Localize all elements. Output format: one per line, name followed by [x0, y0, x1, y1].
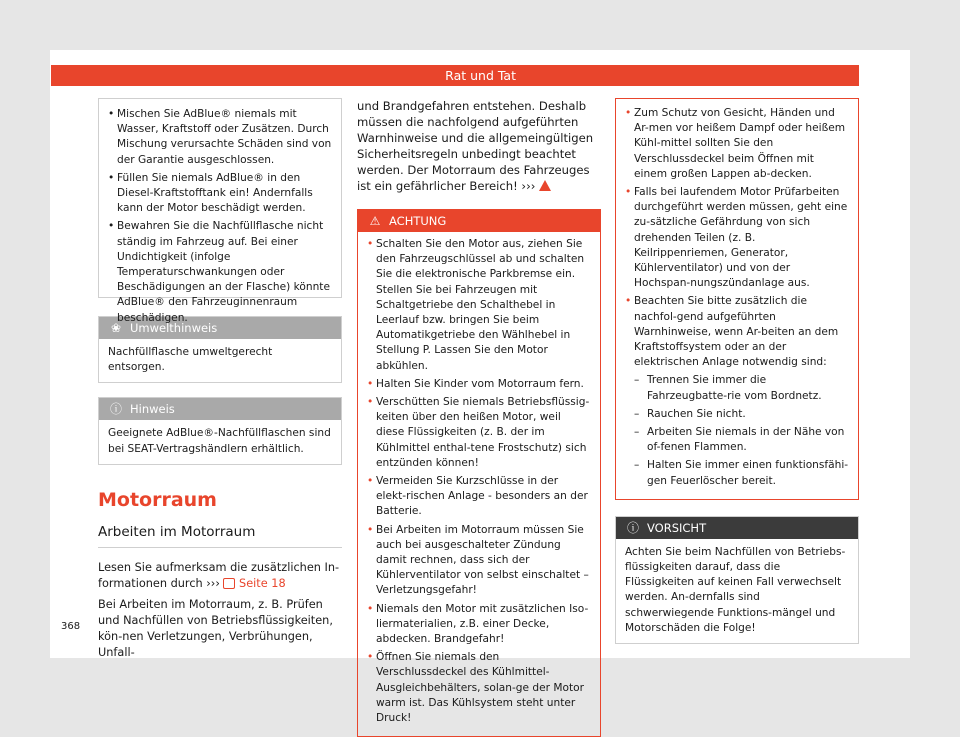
list-item: • Bei Arbeiten im Motorraum müssen Sie auch bei ausgeschalteter Zündung damit rechnen, dass sich der Kühlerventilator von selbst einschaltet – Verletzungsgefahr! — [367, 523, 591, 599]
leaf-icon: ❀ — [110, 321, 122, 335]
sub-list-item: – Trennen Sie immer die Fahrzeugbatte-rie vom Bordnetz. — [625, 373, 849, 403]
achtung-header — [358, 210, 600, 232]
vorsicht-text: Achten Sie beim Nachfüllen von Betriebs-flüssigkeiten darauf, dass die Flüssigkeiten auf keinen Fall verwechselt werden. An-dernfalls sind schwerwiegende Funktions-mängel und Motorschäden die Folge! — [625, 545, 846, 634]
warning-continued-box — [615, 98, 859, 500]
column-2 — [357, 98, 601, 737]
umwelt-text: Nachfüllflasche umweltgerecht entsorgen. — [108, 346, 273, 374]
column-3 — [615, 98, 859, 644]
umwelt-title: Umwelthinweis — [130, 321, 218, 335]
vorsicht-title: VORSICHT — [647, 520, 707, 535]
list-item: • Füllen Sie niemals AdBlue® in den Diesel-Kraftstofftank ein! Andernfalls kann der Motor beschädigt werden. — [108, 171, 332, 217]
achtung-box — [357, 209, 601, 737]
list-item: • Falls bei laufendem Motor Prüfarbeiten durchgeführt werden müssen, geht eine zu-sätzliche Gefährdung von sich drehenden Teilen (z. B. Keilrippenriemen, Generator, Kühlerventilator) und von der Hochspan-nungszündanlage aus. — [625, 185, 849, 291]
vorsicht-box — [615, 516, 859, 644]
list-item: • Zum Schutz von Gesicht, Händen und Ar-men vor heißem Dampf oder heißem Kühl-mittel sollten Sie den Verschlussdeckel beim Öffnen mit einem großen Lappen ab-decken. — [625, 106, 849, 182]
achtung-title: ACHTUNG — [389, 214, 447, 228]
page-number: 368 — [61, 621, 81, 632]
hinweis-box — [98, 397, 342, 464]
list-item: • Verschütten Sie niemals Betriebsflüssig-keiten über den heißen Motor, weil diese Flüssigkeiten (z. B. der im Kühlmittel enthal-tene Frostschutz) sich entzünden können! — [367, 395, 591, 471]
page-link[interactable]: Seite 18 — [239, 576, 286, 590]
list-item: • Bewahren Sie die Nachfüllflasche nicht ständig im Fahrzeug auf. Bei einer Undichtigkeit (infolge Temperaturschwankungen oder Beschädigungen an der Flasche) könnte AdBlue® den Fahrzeuginnenraum beschädigen. — [108, 219, 332, 325]
list-item: • Halten Sie Kinder vom Motorraum fern. — [367, 377, 591, 392]
notice-box — [98, 98, 342, 324]
sub-list-item: – Halten Sie immer einen funktionsfähi-gen Feuerlöscher bereit. — [625, 458, 849, 488]
list-item: • Mischen Sie AdBlue® niemals mit Wasser, Kraftstoff oder Zusätzen. Durch Mischung verursachte Schäden sind von der Garantie ausgeschlossen. — [108, 107, 332, 168]
warning-icon: ⚠ — [369, 214, 381, 228]
intro-paragraph: Lesen Sie aufmerksam die zusätzlichen In-formationen durch ››› Seite 18 — [98, 560, 340, 590]
list-item: • Schalten Sie den Motor aus, ziehen Sie den Fahrzeugschlüssel ab und schalten Sie die elektronische Parkbremse ein. Stellen Sie bei Fahrzeugen mit Schaltgetriebe den Schalthebel in Leerlauf bzw. bringen Sie beim Automatikgetriebe den Wählhebel in Stellung P. Lassen Sie den Motor abkühlen. — [367, 237, 591, 374]
hinweis-text: Geeignete AdBlue®-Nachfüllflaschen sind bei SEAT-Vertragshändlern erhältlich. — [108, 427, 331, 455]
intro-continued: und Brandgefahren entstehen. Deshalb müssen die nachfolgend aufgeführten Warnhinweise und die allgemeingültigen Sicherheitsregeln unbedingt beachtet werden. Der Motorraum des Fahrzeuges ist ein gefährlicher Bereich! ››› — [357, 99, 594, 193]
book-icon — [223, 578, 235, 589]
sub-list-item: – Arbeiten Sie niemals in der Nähe von of-fenen Flammen. — [625, 425, 849, 455]
info-icon: ⓘ — [109, 402, 122, 417]
list-item: • Vermeiden Sie Kurzschlüsse in der elekt-rischen Anlage - besonders an der Batterie. — [367, 474, 591, 520]
umwelt-box — [98, 316, 342, 383]
sub-list-item: – Rauchen Sie nicht. — [625, 407, 849, 422]
section-title: Motorraum — [98, 488, 217, 511]
hinweis-header — [99, 398, 341, 420]
column-1 — [98, 98, 342, 661]
hinweis-title: Hinweis — [130, 402, 175, 417]
page-header: Rat und Tat — [51, 65, 859, 86]
list-item: • Niemals den Motor mit zusätzlichen Iso-liermaterialien, z.B. einer Decke, abdecken. Brandgefahr! — [367, 602, 591, 648]
body-paragraph: Bei Arbeiten im Motorraum, z. B. Prüfen und Nachfüllen von Betriebsflüssigkeiten, kön-nen Verletzungen, Verbrühungen, Unfall- — [98, 597, 333, 659]
list-item: • Öffnen Sie niemals den Verschlussdeckel des Kühlmittel-Ausgleichbehälters, solan-ge der Motor warm ist. Das Kühlsystem steht unter Druck! — [367, 650, 591, 726]
caution-icon: ⓘ — [626, 520, 639, 535]
list-item: • Beachten Sie bitte zusätzlich die nachfol-gend aufgeführten Warnhinweise, wenn Ar-beiten an dem Kraftstoffsystem oder an der elektrischen Anlage notwendig sind: — [625, 294, 849, 370]
section-subtitle: Arbeiten im Motorraum — [98, 523, 342, 548]
warning-triangle-icon — [539, 180, 551, 191]
vorsicht-header — [616, 517, 858, 539]
